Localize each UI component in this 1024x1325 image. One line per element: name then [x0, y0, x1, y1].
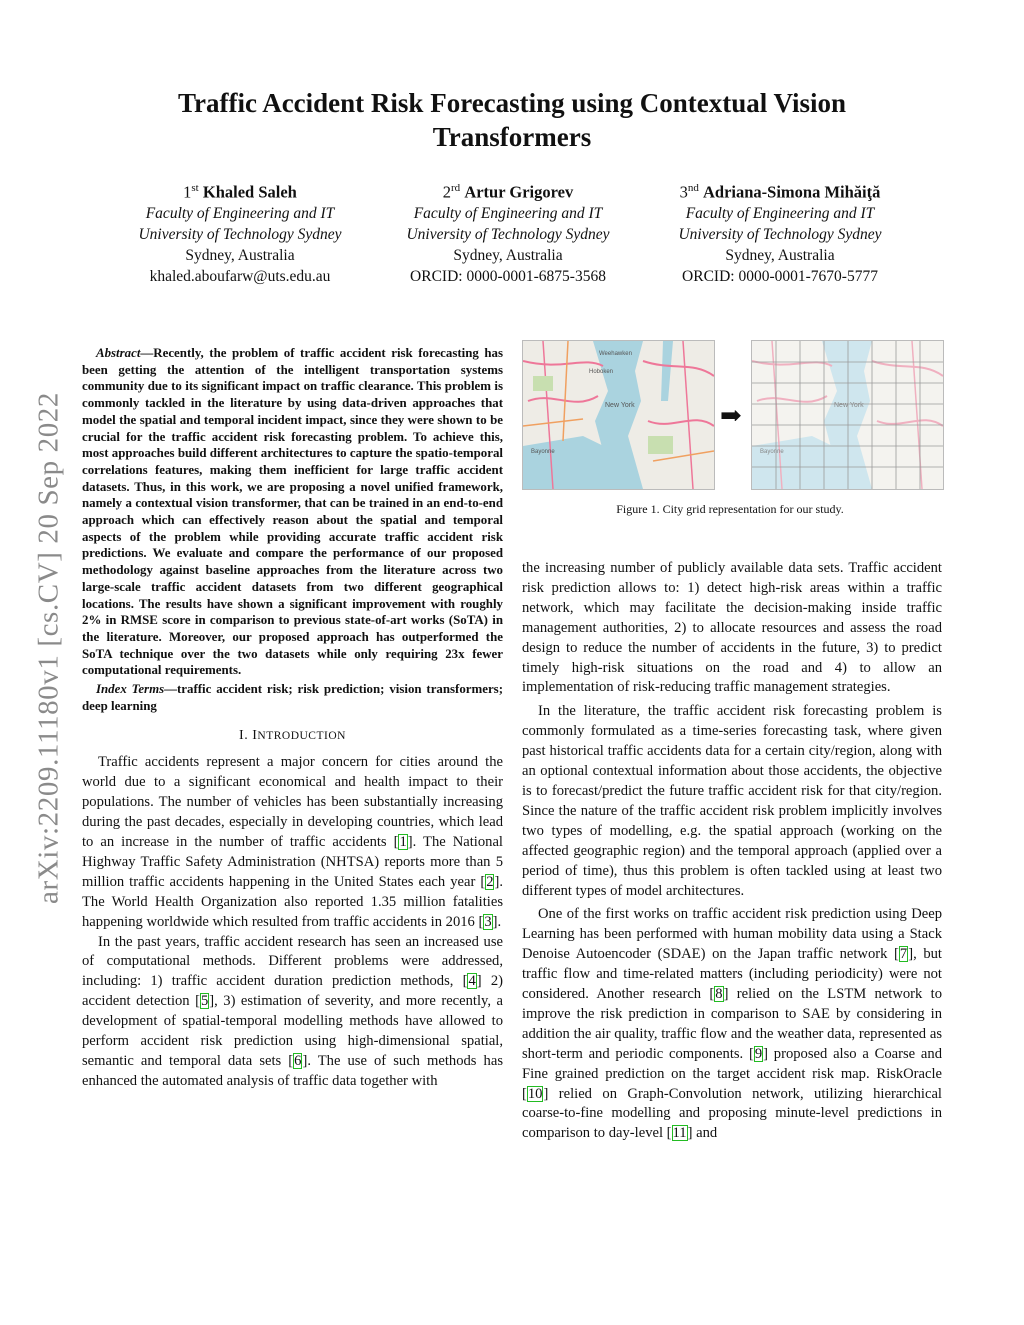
map-label-bayonne: Bayonne [531, 449, 555, 455]
author-univ: University of Technology Sydney [406, 225, 610, 243]
citation-link[interactable]: 5 [200, 993, 209, 1010]
citation-link[interactable]: 10 [527, 1085, 543, 1102]
author-location: Sydney, Australia [453, 246, 563, 264]
intro-paragraph-1: Traffic accidents represent a major concern for cities around the world due to a significant economical and health impact to their populations. The number of vehicles has been substantially increasing during the past decades, especially in developing countries, which lead to an increase in the number of traffic accidents [1]. The National Highway Traffic Safety Administration (NHTSA) reports more than 5 million traffic accidents happening in the United States each year [2]. The World Health Organization also reported 1.35 million fatalities happening worldwide which resulted from traffic accidents in 2016 [3]. [82, 754, 503, 930]
map-label-newyork: New York [605, 402, 635, 409]
right-paragraph-1: the increasing number of publicly available data sets. Traffic accident risk prediction allows to: 1) detect high-risk areas within a traffic network, which may facilitate the decision-making inside traffic management authorities, 2) to allocate resources and assess the road design to reduce the number of accidents in the future, 3) to predict timely high-risk situations on the road and 4) to allow an implementation of risk-reducing traffic management strategies. [522, 560, 942, 696]
paper-title: Traffic Accident Risk Forecasting using Contextual Vision Transformers [177, 88, 846, 152]
grid-label-bayonne: Bayonne [760, 449, 784, 455]
map-label-weehawken: Weehawken [599, 351, 632, 357]
author-orcid: ORCID: 0000-0001-6875-3568 [410, 267, 606, 285]
author-3: 3nd Adriana-Simona Mihăiţă Faculty of Engineering and IT University of Technology Sydney Sydney, Australia ORCID: 0000-0001-7670-5777 [650, 178, 910, 287]
abstract-label: Abstract [96, 346, 141, 360]
abstract-text: Recently, the problem of traffic accident risk forecasting has been getting the attention of the intelligent transportation systems community due to its significant impact on traffic clearance. This problem is commonly tackled in the literature by using data-driven approaches that model the spatial and temporal incident impact, since they were shown to be crucial for the traffic accident risk forecasting problem. To achieve this, most approaches build different architectures to capture the spatio-temporal correlations features, making them inefficient for large traffic accident datasets. Thus, in this work, we are proposing a novel unified framework, namely a contextual vision transformer, that can be trained in an end-to-end approach which can effectively reason about the spatial and temporal aspects of the problem while providing accurate traffic accident risk predictions. We evaluate and compare the performance of our proposed methodology against baseline approaches from the literature across two large-scale traffic accident datasets from two different geographical locations. The results have shown a significant improvement with roughly 2% in RMSE score in comparison to previous state-of-art works (SoTA) in the literature. Moreover, our proposed approach has outperformed the SoTA technique over the two datasets while only requiring 23x fewer computational requirements. [82, 346, 503, 678]
right-arrow-icon: ➡ [720, 401, 742, 430]
intro-paragraph-2: In the past years, traffic accident research has seen an increased use of computational methods. Different problems were addressed, including: 1) traffic accident duration prediction methods, [4] 2) accident detection [5], 3) estimation of severity, and more recently, a development of spatial-temporal modelling methods have allowed to perform accident risk prediction using high-dimensional spatial, semantic and temporal data sets [6]. The use of such methods has enhanced the automated analysis of traffic data together with [82, 933, 503, 1089]
abstract: Abstract—Recently, the problem of traffic accident risk forecasting has been getting the attention of the intelligent transportation systems community due to its significant impact on traffic clearance. This problem is commonly tackled in the literature by using data-driven approaches that model the spatial and temporal incident impact, since they were shown to be crucial for the traffic accident risk forecasting problem. To achieve this, most approaches build different architectures to capture the spatio-temporal correlations features, making them inefficient for large traffic accident datasets. Thus, in this work, we are proposing a novel unified framework, namely a contextual vision transformer, that can be trained in an end-to-end approach which can effectively reason about the spatial and temporal aspects of the problem while providing accurate traffic accident risk predictions. We evaluate and compare the performance of our proposed methodology against baseline approaches from the literature across two large-scale traffic accident datasets from two different geographical locations. The results have shown a significant improvement with roughly 2% in RMSE score in comparison to previous state-of-art works (SoTA) in the literature. Moreover, our proposed approach has outperformed the SoTA technique over the two datasets while only requiring 23x fewer computational requirements. [82, 346, 503, 678]
figure-caption: Figure 1. City grid representation for our study. [616, 502, 844, 516]
index-terms-label: Index Terms [96, 682, 165, 697]
citation-link[interactable]: 8 [715, 986, 723, 1003]
author-2: 2rd Artur Grigorev Faculty of Engineering and IT University of Technology Sydney Sydney, Australia ORCID: 0000-0001-6875-3568 [378, 178, 638, 287]
right-paragraph-2: In the literature, the traffic accident risk forecasting problem is commonly formulated as a time-series forecasting task, where given past historical traffic accidents data for a certain city/region, along with an optional contextual information about those accidents, the objective is to forecast/predict the future traffic accident risk for that city/region. Since the nature of the traffic accident risk problem implicitly involves two types of modelling, e.g. the spatial approach (working on the affected geographic region) and the temporal approach (applied over a period of time), thus this problem is often tackled using at least two different types of model architectures. [522, 703, 942, 899]
right-paragraph-3: One of the first works on traffic accident risk prediction using Deep Learning has been performed with human mobility data using a Stack Denoise Autoencoder (SDAE) on the Japan traffic network [7], but traffic flow and time-related matters (including periodicity) were not considered. Another research [8] relied on the LSTM network to improve the risk prediction in comparison to SAE by considering in addition the air quality, traffic flow and the weather data, represented as short-term and periodic components. [9] proposed also a Coarse and Fine grained prediction on the target accident risk map. RiskOracle [10] relied on Graph-Convolution network, utilizing hierarchical coarse-to-fine modelling and proposing minute-level predictions in comparison to day-level [11] and [522, 906, 942, 1142]
arxiv-identifier[interactable]: arXiv:2209.11180v1 [cs.CV] 20 Sep 2022 [32, 392, 65, 904]
citation-link[interactable]: 9 [754, 1045, 763, 1062]
author-name: Khaled Saleh [202, 182, 297, 202]
left-column [82, 345, 503, 1092]
index-terms-text: traffic accident risk; risk prediction; vision transformers; deep learning [82, 682, 503, 713]
author-email[interactable]: khaled.aboufarw@uts.edu.au [149, 267, 331, 285]
author-location: Sydney, Australia [725, 246, 835, 264]
citation-link[interactable]: 6 [294, 1052, 302, 1069]
author-location: Sydney, Australia [185, 246, 295, 264]
city-grid-image [751, 340, 944, 490]
citation-link[interactable]: 11 [672, 1125, 687, 1142]
author-univ: University of Technology Sydney [678, 225, 882, 243]
citation-link[interactable]: 2 [486, 873, 494, 890]
city-map-graphic [523, 341, 714, 489]
citation-link[interactable]: 1 [399, 834, 407, 850]
author-univ: University of Technology Sydney [138, 225, 342, 243]
citation-link[interactable]: 7 [899, 946, 908, 963]
author-name: Adriana-Simona Mihăiţă [702, 182, 881, 202]
author-orcid: ORCID: 0000-0001-7670-5777 [682, 267, 878, 285]
city-map-image [522, 340, 715, 490]
map-label-hoboken: Hoboken [589, 369, 614, 375]
author-dept: Faculty of Engineering and IT [145, 204, 335, 222]
author-name: Artur Grigorev [464, 182, 574, 202]
author-1: 1st Khaled Saleh Faculty of Engineering and IT University of Technology Sydney Sydney, Australia khaled.aboufarw@uts.edu.au [110, 178, 370, 287]
grid-label-newyork: New York [834, 402, 864, 409]
citation-link[interactable]: 3 [484, 913, 492, 930]
author-dept: Faculty of Engineering and IT [685, 204, 875, 222]
author-dept: Faculty of Engineering and IT [413, 204, 603, 222]
citation-link[interactable]: 4 [468, 973, 476, 990]
section-heading: I. INTRODUCTION [239, 728, 346, 744]
index-terms: Index Terms—traffic accident risk; risk prediction; vision transformers; deep learning [82, 682, 503, 713]
city-grid-graphic [752, 341, 943, 489]
right-column [522, 559, 942, 1144]
